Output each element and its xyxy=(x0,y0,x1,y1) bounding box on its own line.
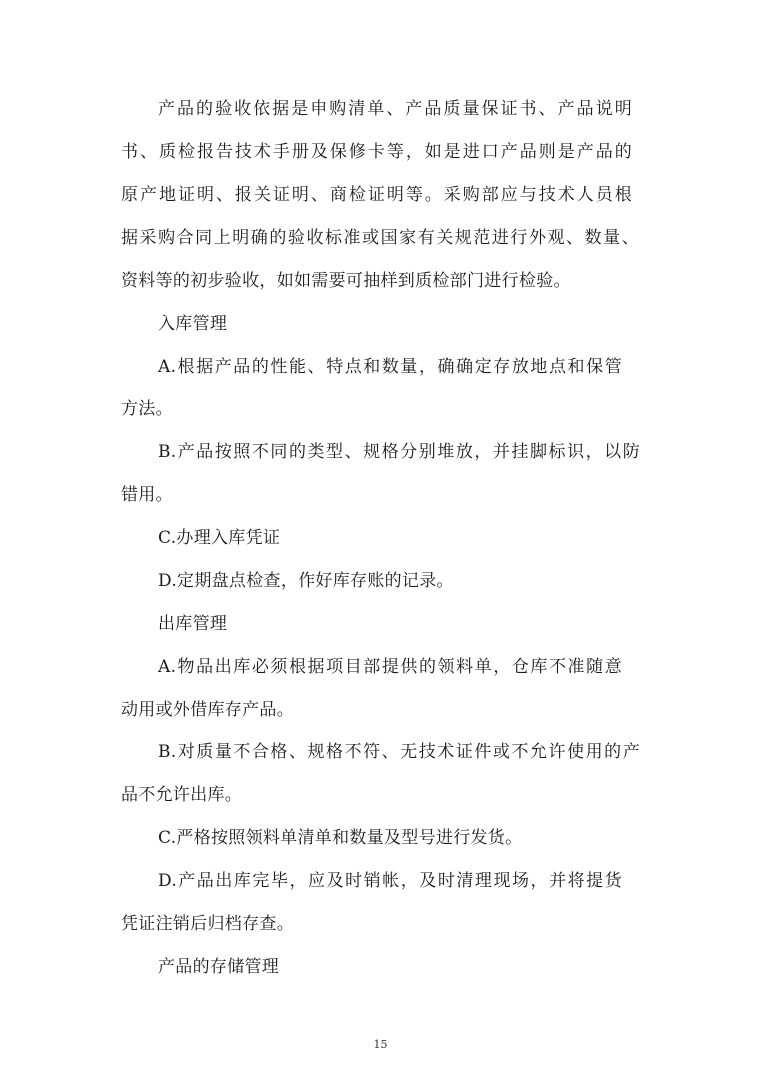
inbound-item-b-line-1: B.产品按照不同的类型、规格分别堆放，并挂脚标识，以防 xyxy=(158,442,640,462)
inbound-item-d: D.定期盘点检查，作好库存账的记录。 xyxy=(158,571,454,591)
outbound-item-a-line-2: 动用或外借库存产品。 xyxy=(121,700,294,720)
heading-storage-management: 产品的存储管理 xyxy=(158,957,280,977)
outbound-item-d-line-1: D.产品出库完毕，应及时销帐，及时清理现场，并将提货 xyxy=(158,871,622,891)
heading-outbound-management: 出库管理 xyxy=(158,614,228,634)
outbound-item-b-line-1: B.对质量不合格、规格不符、无技术证件或不允许使用的产 xyxy=(158,742,640,762)
page-number: 15 xyxy=(373,1038,388,1051)
outbound-item-a-line-1: A.物品出库必须根据项目部提供的领料单，仓库不准随意 xyxy=(158,657,622,677)
inbound-item-a-line-2: 方法。 xyxy=(121,399,173,419)
outbound-item-b-line-2: 品不允许出库。 xyxy=(121,785,243,805)
heading-inbound-management: 入库管理 xyxy=(158,314,228,334)
outbound-item-c: C.严格按照领料单清单和数量及型号进行发货。 xyxy=(158,828,523,848)
paragraph-acceptance-line-4: 据采购合同上明确的验收标准或国家有关规范进行外观、数量、 xyxy=(121,228,639,248)
paragraph-acceptance-line-2: 书、质检报告技术手册及保修卡等，如是进口产品则是产品的 xyxy=(121,142,632,162)
paragraph-acceptance-line-1: 产品的验收依据是申购清单、产品质量保证书、产品说明 xyxy=(158,99,632,119)
inbound-item-c: C.办理入库凭证 xyxy=(158,528,281,548)
paragraph-acceptance-line-5: 资料等的初步验收，如如需要可抽样到质检部门进行检验。 xyxy=(121,271,571,291)
paragraph-acceptance-line-3: 原产地证明、报关证明、商检证明等。采购部应与技术人员根 xyxy=(121,185,632,205)
outbound-item-d-line-2: 凭证注销后归档存查。 xyxy=(121,914,294,934)
inbound-item-b-line-2: 错用。 xyxy=(121,485,173,505)
inbound-item-a-line-1: A.根据产品的性能、特点和数量，确确定存放地点和保管 xyxy=(158,357,622,377)
